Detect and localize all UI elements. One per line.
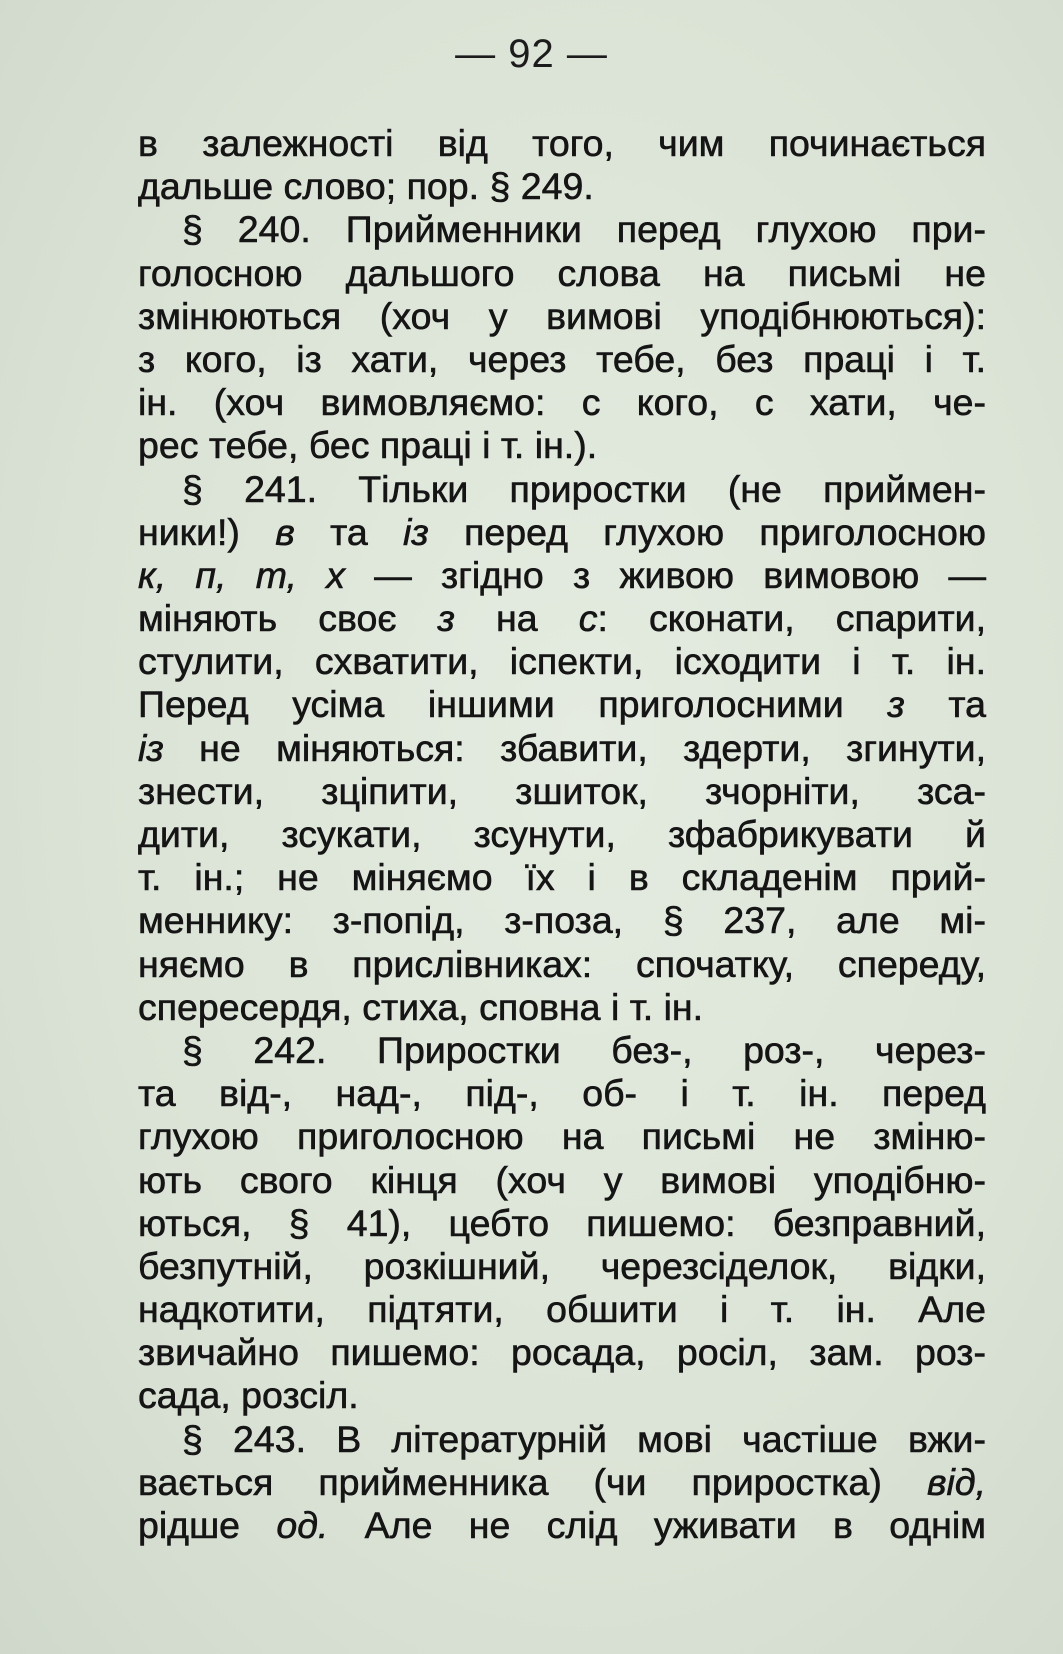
text-segment: безпутній, розкішний, черезсіделок, відки, <box>138 1244 986 1287</box>
text-segment: сада, розсіл. <box>138 1374 359 1417</box>
text-line <box>138 511 986 554</box>
text-segment: в залежності від того, чим починається <box>138 122 986 164</box>
text-segment: § 240. Прийменники перед глухою при- <box>182 208 986 251</box>
text-line <box>138 1072 986 1115</box>
text-line <box>138 252 986 295</box>
text-segment: міняють своє <box>138 597 438 640</box>
text-segment: няємо в прислівниках: спочатку, спереду, <box>138 942 986 985</box>
text-line <box>138 1374 986 1417</box>
text-line <box>138 424 986 467</box>
text-segment: з кого, із хати, через тебе, без праці і т. <box>138 337 986 380</box>
text-segment: § 243. В літературній мові частіше вжи- <box>182 1417 986 1460</box>
text-segment: ники!) <box>138 510 276 553</box>
text-segment: знести, зціпити, зшиток, зчорніти, зса- <box>138 769 986 812</box>
text-segment: надкотити, підтяти, обшити і т. ін. Але <box>138 1288 986 1331</box>
text-line <box>138 468 986 511</box>
text-segment: § 241. Тільки приростки (не приймен- <box>182 467 986 510</box>
text-line <box>138 338 986 381</box>
text-segment: змінюються (хоч у вимові уподібнюються): <box>138 294 986 337</box>
body-text <box>138 122 986 1547</box>
text-segment: дити, зсукати, зсунути, зфабрикувати й <box>138 813 986 855</box>
text-line <box>138 1461 986 1504</box>
text-segment: § 242. Приростки без-, роз-, через- <box>182 1028 986 1071</box>
text-segment: перед глухою приголосною <box>428 510 986 553</box>
text-line <box>138 208 986 251</box>
text-line <box>138 640 986 683</box>
text-line <box>138 1288 986 1331</box>
text-line <box>138 727 986 770</box>
text-segment: т. ін.; не міняємо їх і в складенім прий- <box>138 856 986 899</box>
text-segment: звичайно пишемо: росада, росіл, зам. роз- <box>138 1331 986 1374</box>
text-segment: рес тебе, бес праці і т. ін.). <box>138 424 598 467</box>
italic-term: від, <box>926 1460 986 1503</box>
text-line <box>138 683 986 726</box>
text-line <box>138 1202 986 1245</box>
text-segment: ються, § 41), цебто пишемо: безправний, <box>138 1201 986 1244</box>
italic-term: с <box>578 597 598 640</box>
text-segment: : сконати, спарити, <box>597 597 986 640</box>
text-segment: дальше слово; пор. § 249. <box>138 165 594 208</box>
text-line <box>138 554 986 597</box>
text-line <box>138 1115 986 1158</box>
text-segment: рідше <box>138 1504 277 1546</box>
text-segment: на <box>454 597 579 640</box>
text-segment: Але не слід уживати в однім <box>328 1504 986 1546</box>
text-line <box>138 122 986 165</box>
text-line <box>138 1331 986 1374</box>
italic-term: к, п, т, х <box>138 553 345 596</box>
text-segment: спересердя, стиха, сповна і т. ін. <box>138 985 704 1028</box>
text-line <box>138 856 986 899</box>
text-segment: стулити, схватити, іспекти, ісходити і т. ін. <box>138 640 986 683</box>
text-segment: Перед усіма іншими приголосними <box>138 683 888 726</box>
text-segment: та <box>904 683 987 726</box>
text-line <box>138 986 986 1029</box>
text-line <box>138 597 986 640</box>
italic-term: з <box>437 597 455 640</box>
text-line <box>138 1029 986 1072</box>
text-segment: не міняються: збавити, здерти, згинути, <box>163 726 986 769</box>
text-segment: голосною дальшого слова на письмі не <box>138 251 986 294</box>
text-line <box>138 770 986 813</box>
text-line <box>138 1245 986 1288</box>
text-segment: ють свого кінця (хоч у вимові уподібню- <box>138 1158 986 1201</box>
text-line <box>138 1504 986 1547</box>
text-line <box>138 381 986 424</box>
text-line <box>138 295 986 338</box>
text-segment: та від-, над-, під-, об- і т. ін. перед <box>138 1072 986 1115</box>
text-line <box>138 1159 986 1202</box>
text-line <box>138 165 986 208</box>
italic-term: од. <box>276 1504 329 1546</box>
italic-term: з <box>887 683 905 726</box>
text-segment: — згідно з живою вимовою — <box>345 553 987 596</box>
text-line <box>138 813 986 856</box>
text-line <box>138 899 986 942</box>
page-number: — 92 — <box>455 32 608 76</box>
text-line <box>138 1418 986 1461</box>
text-segment: вається прийменника (чи приростка) <box>138 1460 927 1503</box>
text-segment: ін. (хоч вимовляємо: с кого, с хати, че- <box>138 381 986 424</box>
italic-term: із <box>403 510 429 553</box>
italic-term: в <box>275 510 295 553</box>
text-segment: меннику: з-попід, з-поза, § 237, але мі- <box>138 899 986 942</box>
text-segment: та <box>294 510 404 553</box>
italic-term: із <box>138 726 164 769</box>
text-segment: глухою приголосною на письмі не зміню- <box>138 1115 986 1158</box>
text-line <box>138 943 986 986</box>
